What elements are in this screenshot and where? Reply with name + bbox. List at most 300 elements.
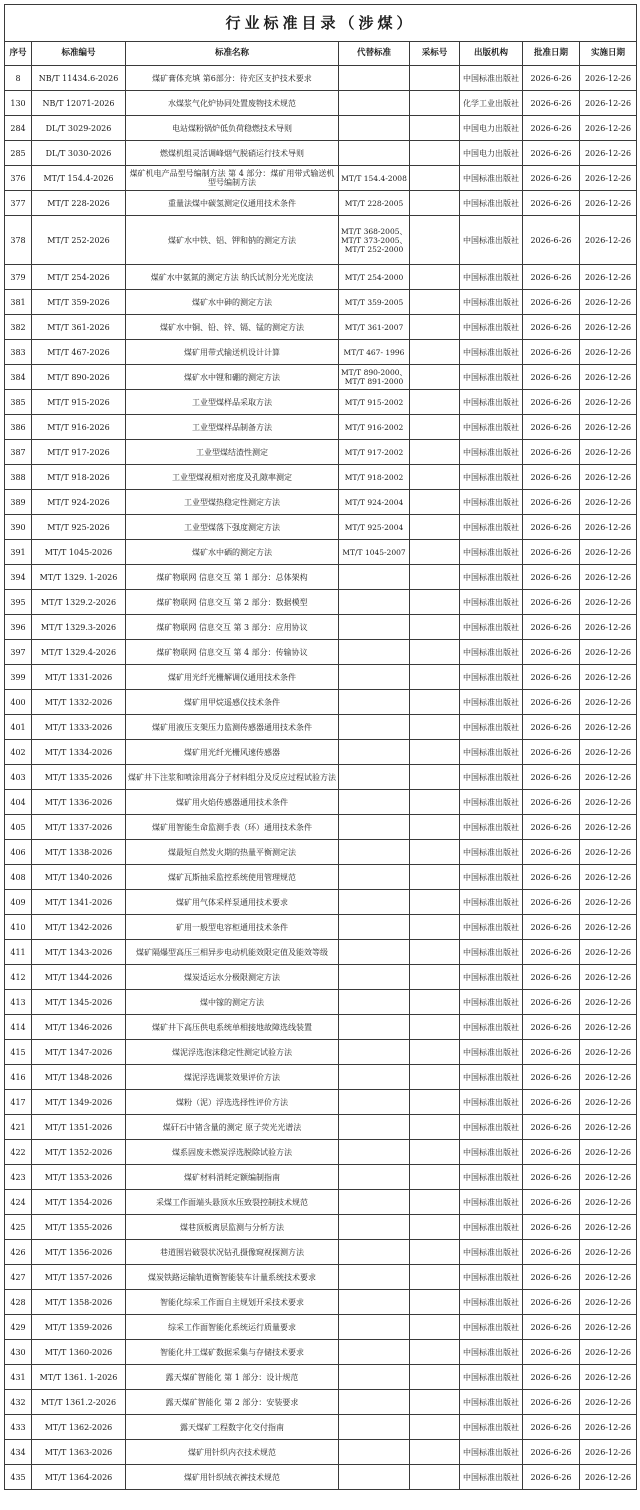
cell-replace: MT/T 890-2000、MT/T 891-2000 [339, 365, 410, 390]
cell-approve-date: 2026-6-26 [523, 290, 580, 315]
cell-code: MT/T 1335-2026 [32, 765, 126, 790]
cell-publisher: 中国标准出版社 [460, 1215, 523, 1240]
cell-name: 工业型煤落下强度测定方法 [126, 515, 339, 540]
cell-approve-date: 2026-6-26 [523, 915, 580, 940]
cell-replace [339, 1315, 410, 1340]
cell-implement-date: 2026-12-26 [580, 1165, 637, 1190]
cell-replace [339, 1365, 410, 1390]
table-row [5, 1265, 637, 1290]
cell-publisher: 中国标准出版社 [460, 265, 523, 290]
cell-implement-date: 2026-12-26 [580, 465, 637, 490]
cell-approve-date: 2026-6-26 [523, 1240, 580, 1265]
cell-name: 煤炭适运水分极限测定方法 [126, 965, 339, 990]
cell-publisher: 中国标准出版社 [460, 1465, 523, 1490]
cell-no: 413 [5, 990, 32, 1015]
cell-name: 工业型煤样品制备方法 [126, 415, 339, 440]
cell-adopt [410, 740, 460, 765]
cell-implement-date: 2026-12-26 [580, 690, 637, 715]
cell-no: 381 [5, 290, 32, 315]
cell-implement-date: 2026-12-26 [580, 665, 637, 690]
cell-name: 煤矿水中铁、铝、钾和钠的测定方法 [126, 216, 339, 265]
cell-name: 煤矿井下注浆和喷涂用高分子材料组分及反应过程试验方法 [126, 765, 339, 790]
cell-no: 415 [5, 1040, 32, 1065]
cell-approve-date: 2026-6-26 [523, 690, 580, 715]
cell-name: 煤矿井下高压供电系统单相接地故障选线装置 [126, 1015, 339, 1040]
cell-code: MT/T 1354-2026 [32, 1190, 126, 1215]
cell-replace [339, 116, 410, 141]
cell-publisher: 中国标准出版社 [460, 66, 523, 91]
cell-adopt [410, 66, 460, 91]
cell-no: 397 [5, 640, 32, 665]
cell-publisher: 中国标准出版社 [460, 365, 523, 390]
cell-name: 工业型煤结渣性测定 [126, 440, 339, 465]
cell-name: 煤最短自然发火期的热量平衡测定法 [126, 840, 339, 865]
cell-adopt [410, 265, 460, 290]
cell-code: NB/T 11434.6-2026 [32, 66, 126, 91]
table-row [5, 890, 637, 915]
cell-publisher: 中国标准出版社 [460, 191, 523, 216]
cell-implement-date: 2026-12-26 [580, 915, 637, 940]
cell-name: 煤矿隔爆型高压三相异步电动机能效限定值及能效等级 [126, 940, 339, 965]
cell-code: MT/T 154.4-2026 [32, 166, 126, 191]
cell-name: 煤矿用针织内衣技术规范 [126, 1440, 339, 1465]
cell-replace: MT/T 361-2007 [339, 315, 410, 340]
cell-code: MT/T 359-2026 [32, 290, 126, 315]
cell-implement-date: 2026-12-26 [580, 66, 637, 91]
cell-adopt [410, 490, 460, 515]
cell-replace [339, 1190, 410, 1215]
table-row [5, 1365, 637, 1390]
cell-no: 377 [5, 191, 32, 216]
cell-code: MT/T 1352-2026 [32, 1140, 126, 1165]
table-row [5, 665, 637, 690]
cell-adopt [410, 340, 460, 365]
cell-approve-date: 2026-6-26 [523, 315, 580, 340]
cell-replace [339, 615, 410, 640]
cell-implement-date: 2026-12-26 [580, 740, 637, 765]
cell-no: 427 [5, 1265, 32, 1290]
cell-approve-date: 2026-6-26 [523, 990, 580, 1015]
cell-replace [339, 790, 410, 815]
cell-no: 417 [5, 1090, 32, 1115]
cell-implement-date: 2026-12-26 [580, 390, 637, 415]
cell-approve-date: 2026-6-26 [523, 865, 580, 890]
cell-replace [339, 690, 410, 715]
cell-no: 412 [5, 965, 32, 990]
standards-table [4, 4, 637, 1490]
cell-replace [339, 965, 410, 990]
table-row [5, 1240, 637, 1265]
cell-no: 414 [5, 1015, 32, 1040]
cell-publisher: 中国标准出版社 [460, 890, 523, 915]
cell-replace [339, 890, 410, 915]
cell-adopt [410, 1365, 460, 1390]
cell-code: MT/T 915-2026 [32, 390, 126, 415]
cell-approve-date: 2026-6-26 [523, 665, 580, 690]
cell-approve-date: 2026-6-26 [523, 191, 580, 216]
cell-approve-date: 2026-6-26 [523, 265, 580, 290]
table-body [5, 66, 637, 1490]
cell-name: 煤矿物联网 信息交互 第 4 部分：传输协议 [126, 640, 339, 665]
cell-publisher: 中国电力出版社 [460, 141, 523, 166]
cell-implement-date: 2026-12-26 [580, 1065, 637, 1090]
cell-name: 智能化综采工作面自主规划开采技术要求 [126, 1290, 339, 1315]
cell-publisher: 中国标准出版社 [460, 815, 523, 840]
cell-adopt [410, 615, 460, 640]
cell-adopt [410, 415, 460, 440]
cell-code: MT/T 1348-2026 [32, 1065, 126, 1090]
cell-no: 386 [5, 415, 32, 440]
cell-adopt [410, 1240, 460, 1265]
cell-adopt [410, 166, 460, 191]
cell-code: MT/T 1361.2-2026 [32, 1390, 126, 1415]
cell-code: MT/T 917-2026 [32, 440, 126, 465]
table-row [5, 166, 637, 191]
table-row [5, 765, 637, 790]
cell-replace [339, 1040, 410, 1065]
cell-implement-date: 2026-12-26 [580, 890, 637, 915]
cell-publisher: 中国标准出版社 [460, 515, 523, 540]
cell-publisher: 中国标准出版社 [460, 1040, 523, 1065]
cell-no: 284 [5, 116, 32, 141]
cell-publisher: 中国标准出版社 [460, 1290, 523, 1315]
cell-implement-date: 2026-12-26 [580, 715, 637, 740]
col-header-code: 标准编号 [32, 42, 126, 66]
cell-replace: MT/T 368-2005、MT/T 373-2005、MT/T 252-2000 [339, 216, 410, 265]
cell-adopt [410, 815, 460, 840]
cell-publisher: 中国标准出版社 [460, 440, 523, 465]
cell-approve-date: 2026-6-26 [523, 141, 580, 166]
cell-approve-date: 2026-6-26 [523, 840, 580, 865]
cell-name: 重量法煤中碳氢测定仪通用技术条件 [126, 191, 339, 216]
cell-publisher: 中国标准出版社 [460, 840, 523, 865]
cell-code: MT/T 1336-2026 [32, 790, 126, 815]
cell-name: 煤矿材料消耗定额编制指南 [126, 1165, 339, 1190]
cell-implement-date: 2026-12-26 [580, 490, 637, 515]
cell-replace [339, 1340, 410, 1365]
table-row [5, 1415, 637, 1440]
cell-replace [339, 1065, 410, 1090]
cell-replace [339, 915, 410, 940]
cell-publisher: 中国标准出版社 [460, 1065, 523, 1090]
cell-no: 404 [5, 790, 32, 815]
cell-code: MT/T 1045-2026 [32, 540, 126, 565]
cell-replace [339, 1390, 410, 1415]
cell-replace: MT/T 154.4-2008 [339, 166, 410, 191]
table-row [5, 715, 637, 740]
cell-approve-date: 2026-6-26 [523, 540, 580, 565]
cell-code: MT/T 467-2026 [32, 340, 126, 365]
cell-no: 388 [5, 465, 32, 490]
cell-no: 409 [5, 890, 32, 915]
cell-code: MT/T 1329.2-2026 [32, 590, 126, 615]
table-row [5, 740, 637, 765]
cell-adopt [410, 116, 460, 141]
cell-adopt [410, 440, 460, 465]
cell-approve-date: 2026-6-26 [523, 565, 580, 590]
cell-code: MT/T 1349-2026 [32, 1090, 126, 1115]
cell-no: 430 [5, 1340, 32, 1365]
cell-replace [339, 1165, 410, 1190]
cell-adopt [410, 1390, 460, 1415]
cell-publisher: 中国标准出版社 [460, 665, 523, 690]
table-row [5, 1140, 637, 1165]
cell-code: DL/T 3029-2026 [32, 116, 126, 141]
table-row [5, 440, 637, 465]
cell-implement-date: 2026-12-26 [580, 1415, 637, 1440]
cell-code: MT/T 228-2026 [32, 191, 126, 216]
col-header-publisher: 出版机构 [460, 42, 523, 66]
table-row [5, 565, 637, 590]
cell-publisher: 中国标准出版社 [460, 990, 523, 1015]
cell-adopt [410, 590, 460, 615]
cell-adopt [410, 1165, 460, 1190]
cell-no: 411 [5, 940, 32, 965]
cell-publisher: 中国标准出版社 [460, 790, 523, 815]
table-row [5, 1165, 637, 1190]
cell-no: 385 [5, 390, 32, 415]
cell-implement-date: 2026-12-26 [580, 815, 637, 840]
cell-code: MT/T 1344-2026 [32, 965, 126, 990]
cell-approve-date: 2026-6-26 [523, 940, 580, 965]
cell-approve-date: 2026-6-26 [523, 1315, 580, 1340]
cell-publisher: 中国标准出版社 [460, 1440, 523, 1465]
cell-approve-date: 2026-6-26 [523, 1215, 580, 1240]
cell-code: MT/T 1357-2026 [32, 1265, 126, 1290]
table-row [5, 815, 637, 840]
cell-name: 露天煤矿智能化 第 1 部分：设计规范 [126, 1365, 339, 1390]
cell-adopt [410, 640, 460, 665]
cell-adopt [410, 141, 460, 166]
cell-name: 煤矿用液压支架压力监测传感器通用技术条件 [126, 715, 339, 740]
col-header-name: 标准名称 [126, 42, 339, 66]
cell-adopt [410, 565, 460, 590]
cell-name: 煤粉（泥）浮选选择性评价方法 [126, 1090, 339, 1115]
cell-no: 384 [5, 365, 32, 390]
cell-approve-date: 2026-6-26 [523, 340, 580, 365]
cell-replace [339, 990, 410, 1015]
cell-code: MT/T 254-2026 [32, 265, 126, 290]
cell-adopt [410, 1265, 460, 1290]
table-row [5, 990, 637, 1015]
table-row [5, 290, 637, 315]
cell-code: MT/T 1364-2026 [32, 1465, 126, 1490]
cell-no: 428 [5, 1290, 32, 1315]
cell-implement-date: 2026-12-26 [580, 116, 637, 141]
cell-adopt [410, 840, 460, 865]
cell-adopt [410, 1140, 460, 1165]
cell-name: 煤矿用火焰传感器通用技术条件 [126, 790, 339, 815]
table-row [5, 1115, 637, 1140]
cell-no: 130 [5, 91, 32, 116]
cell-replace [339, 141, 410, 166]
cell-replace: MT/T 228-2005 [339, 191, 410, 216]
cell-publisher: 中国标准出版社 [460, 1140, 523, 1165]
cell-implement-date: 2026-12-26 [580, 1340, 637, 1365]
table-row [5, 315, 637, 340]
cell-name: 煤矿物联网 信息交互 第 1 部分：总体架构 [126, 565, 339, 590]
cell-adopt [410, 890, 460, 915]
col-header-adopt: 采标号 [410, 42, 460, 66]
cell-approve-date: 2026-6-26 [523, 1365, 580, 1390]
table-row [5, 965, 637, 990]
cell-replace [339, 640, 410, 665]
cell-replace [339, 1140, 410, 1165]
cell-publisher: 中国标准出版社 [460, 565, 523, 590]
cell-adopt [410, 365, 460, 390]
cell-replace [339, 765, 410, 790]
cell-code: MT/T 1359-2026 [32, 1315, 126, 1340]
cell-approve-date: 2026-6-26 [523, 1290, 580, 1315]
cell-publisher: 中国标准出版社 [460, 740, 523, 765]
cell-publisher: 中国标准出版社 [460, 715, 523, 740]
cell-adopt [410, 1215, 460, 1240]
cell-publisher: 中国标准出版社 [460, 765, 523, 790]
cell-name: 煤泥浮选泡沫稳定性测定试验方法 [126, 1040, 339, 1065]
cell-code: MT/T 1341-2026 [32, 890, 126, 915]
cell-implement-date: 2026-12-26 [580, 565, 637, 590]
cell-name: 煤矿物联网 信息交互 第 3 部分：应用协议 [126, 615, 339, 640]
cell-code: MT/T 1332-2026 [32, 690, 126, 715]
cell-code: NB/T 12071-2026 [32, 91, 126, 116]
cell-publisher: 化学工业出版社 [460, 91, 523, 116]
cell-implement-date: 2026-12-26 [580, 1115, 637, 1140]
cell-implement-date: 2026-12-26 [580, 265, 637, 290]
cell-implement-date: 2026-12-26 [580, 1140, 637, 1165]
cell-implement-date: 2026-12-26 [580, 990, 637, 1015]
cell-replace [339, 840, 410, 865]
table-row [5, 265, 637, 290]
cell-approve-date: 2026-6-26 [523, 715, 580, 740]
cell-replace: MT/T 467- 1996 [339, 340, 410, 365]
cell-replace: MT/T 917-2002 [339, 440, 410, 465]
table-row [5, 1340, 637, 1365]
cell-approve-date: 2026-6-26 [523, 1440, 580, 1465]
cell-name: 采煤工作面端头悬顶水压致裂控制技术规范 [126, 1190, 339, 1215]
cell-approve-date: 2026-6-26 [523, 815, 580, 840]
cell-no: 395 [5, 590, 32, 615]
cell-no: 394 [5, 565, 32, 590]
cell-no: 382 [5, 315, 32, 340]
cell-no: 285 [5, 141, 32, 166]
cell-no: 435 [5, 1465, 32, 1490]
cell-adopt [410, 865, 460, 890]
cell-no: 399 [5, 665, 32, 690]
cell-replace: MT/T 924-2004 [339, 490, 410, 515]
cell-code: MT/T 1362-2026 [32, 1415, 126, 1440]
cell-approve-date: 2026-6-26 [523, 965, 580, 990]
cell-approve-date: 2026-6-26 [523, 465, 580, 490]
table-row [5, 1190, 637, 1215]
cell-replace [339, 1015, 410, 1040]
cell-no: 403 [5, 765, 32, 790]
cell-publisher: 中国标准出版社 [460, 1115, 523, 1140]
cell-publisher: 中国标准出版社 [460, 1190, 523, 1215]
cell-adopt [410, 515, 460, 540]
cell-code: MT/T 916-2026 [32, 415, 126, 440]
cell-adopt [410, 91, 460, 116]
table-row [5, 415, 637, 440]
cell-name: 煤矿用甲烷遥感仪技术条件 [126, 690, 339, 715]
cell-no: 391 [5, 540, 32, 565]
cell-publisher: 中国标准出版社 [460, 1315, 523, 1340]
cell-implement-date: 2026-12-26 [580, 415, 637, 440]
cell-replace [339, 565, 410, 590]
cell-replace: MT/T 359-2005 [339, 290, 410, 315]
cell-code: MT/T 252-2026 [32, 216, 126, 265]
cell-adopt [410, 965, 460, 990]
cell-approve-date: 2026-6-26 [523, 1165, 580, 1190]
cell-name: 巷道围岩破裂状况钻孔摄像窥视探测方法 [126, 1240, 339, 1265]
cell-no: 396 [5, 615, 32, 640]
cell-no: 8 [5, 66, 32, 91]
cell-implement-date: 2026-12-26 [580, 1190, 637, 1215]
table-row [5, 1090, 637, 1115]
cell-replace: MT/T 915-2002 [339, 390, 410, 415]
cell-adopt [410, 315, 460, 340]
cell-publisher: 中国标准出版社 [460, 690, 523, 715]
cell-code: MT/T 918-2026 [32, 465, 126, 490]
cell-name: 煤矿物联网 信息交互 第 2 部分：数据模型 [126, 590, 339, 615]
cell-approve-date: 2026-6-26 [523, 91, 580, 116]
cell-name: 工业型煤样品采取方法 [126, 390, 339, 415]
cell-name: 工业型煤热稳定性测定方法 [126, 490, 339, 515]
cell-publisher: 中国标准出版社 [460, 1340, 523, 1365]
table-row [5, 1315, 637, 1340]
table-row [5, 615, 637, 640]
cell-replace [339, 740, 410, 765]
cell-name: 煤矿用光纤光栅风速传感器 [126, 740, 339, 765]
cell-code: MT/T 1337-2026 [32, 815, 126, 840]
cell-replace [339, 1115, 410, 1140]
cell-publisher: 中国标准出版社 [460, 1165, 523, 1190]
cell-implement-date: 2026-12-26 [580, 166, 637, 191]
cell-no: 434 [5, 1440, 32, 1465]
cell-implement-date: 2026-12-26 [580, 1290, 637, 1315]
cell-name: 煤矿瓦斯抽采监控系统使用管理规范 [126, 865, 339, 890]
cell-implement-date: 2026-12-26 [580, 615, 637, 640]
table-row [5, 1065, 637, 1090]
cell-implement-date: 2026-12-26 [580, 1365, 637, 1390]
cell-adopt [410, 1290, 460, 1315]
cell-name: 煤矿水中锂和硼的测定方法 [126, 365, 339, 390]
cell-no: 390 [5, 515, 32, 540]
cell-code: MT/T 1342-2026 [32, 915, 126, 940]
cell-code: MT/T 1363-2026 [32, 1440, 126, 1465]
table-row [5, 865, 637, 890]
cell-publisher: 中国标准出版社 [460, 1365, 523, 1390]
cell-approve-date: 2026-6-26 [523, 1415, 580, 1440]
table-row [5, 590, 637, 615]
cell-approve-date: 2026-6-26 [523, 890, 580, 915]
cell-no: 376 [5, 166, 32, 191]
cell-adopt [410, 715, 460, 740]
cell-adopt [410, 540, 460, 565]
cell-name: 煤矿水中砷的测定方法 [126, 290, 339, 315]
table-row [5, 515, 637, 540]
cell-implement-date: 2026-12-26 [580, 1315, 637, 1340]
cell-implement-date: 2026-12-26 [580, 590, 637, 615]
cell-adopt [410, 1340, 460, 1365]
cell-name: 煤矿用智能生命监测手表（环）通用技术条件 [126, 815, 339, 840]
cell-adopt [410, 940, 460, 965]
cell-name: 智能化井工煤矿数据采集与存储技术要求 [126, 1340, 339, 1365]
cell-no: 408 [5, 865, 32, 890]
cell-implement-date: 2026-12-26 [580, 315, 637, 340]
cell-adopt [410, 1415, 460, 1440]
cell-implement-date: 2026-12-26 [580, 1090, 637, 1115]
cell-publisher: 中国标准出版社 [460, 1015, 523, 1040]
